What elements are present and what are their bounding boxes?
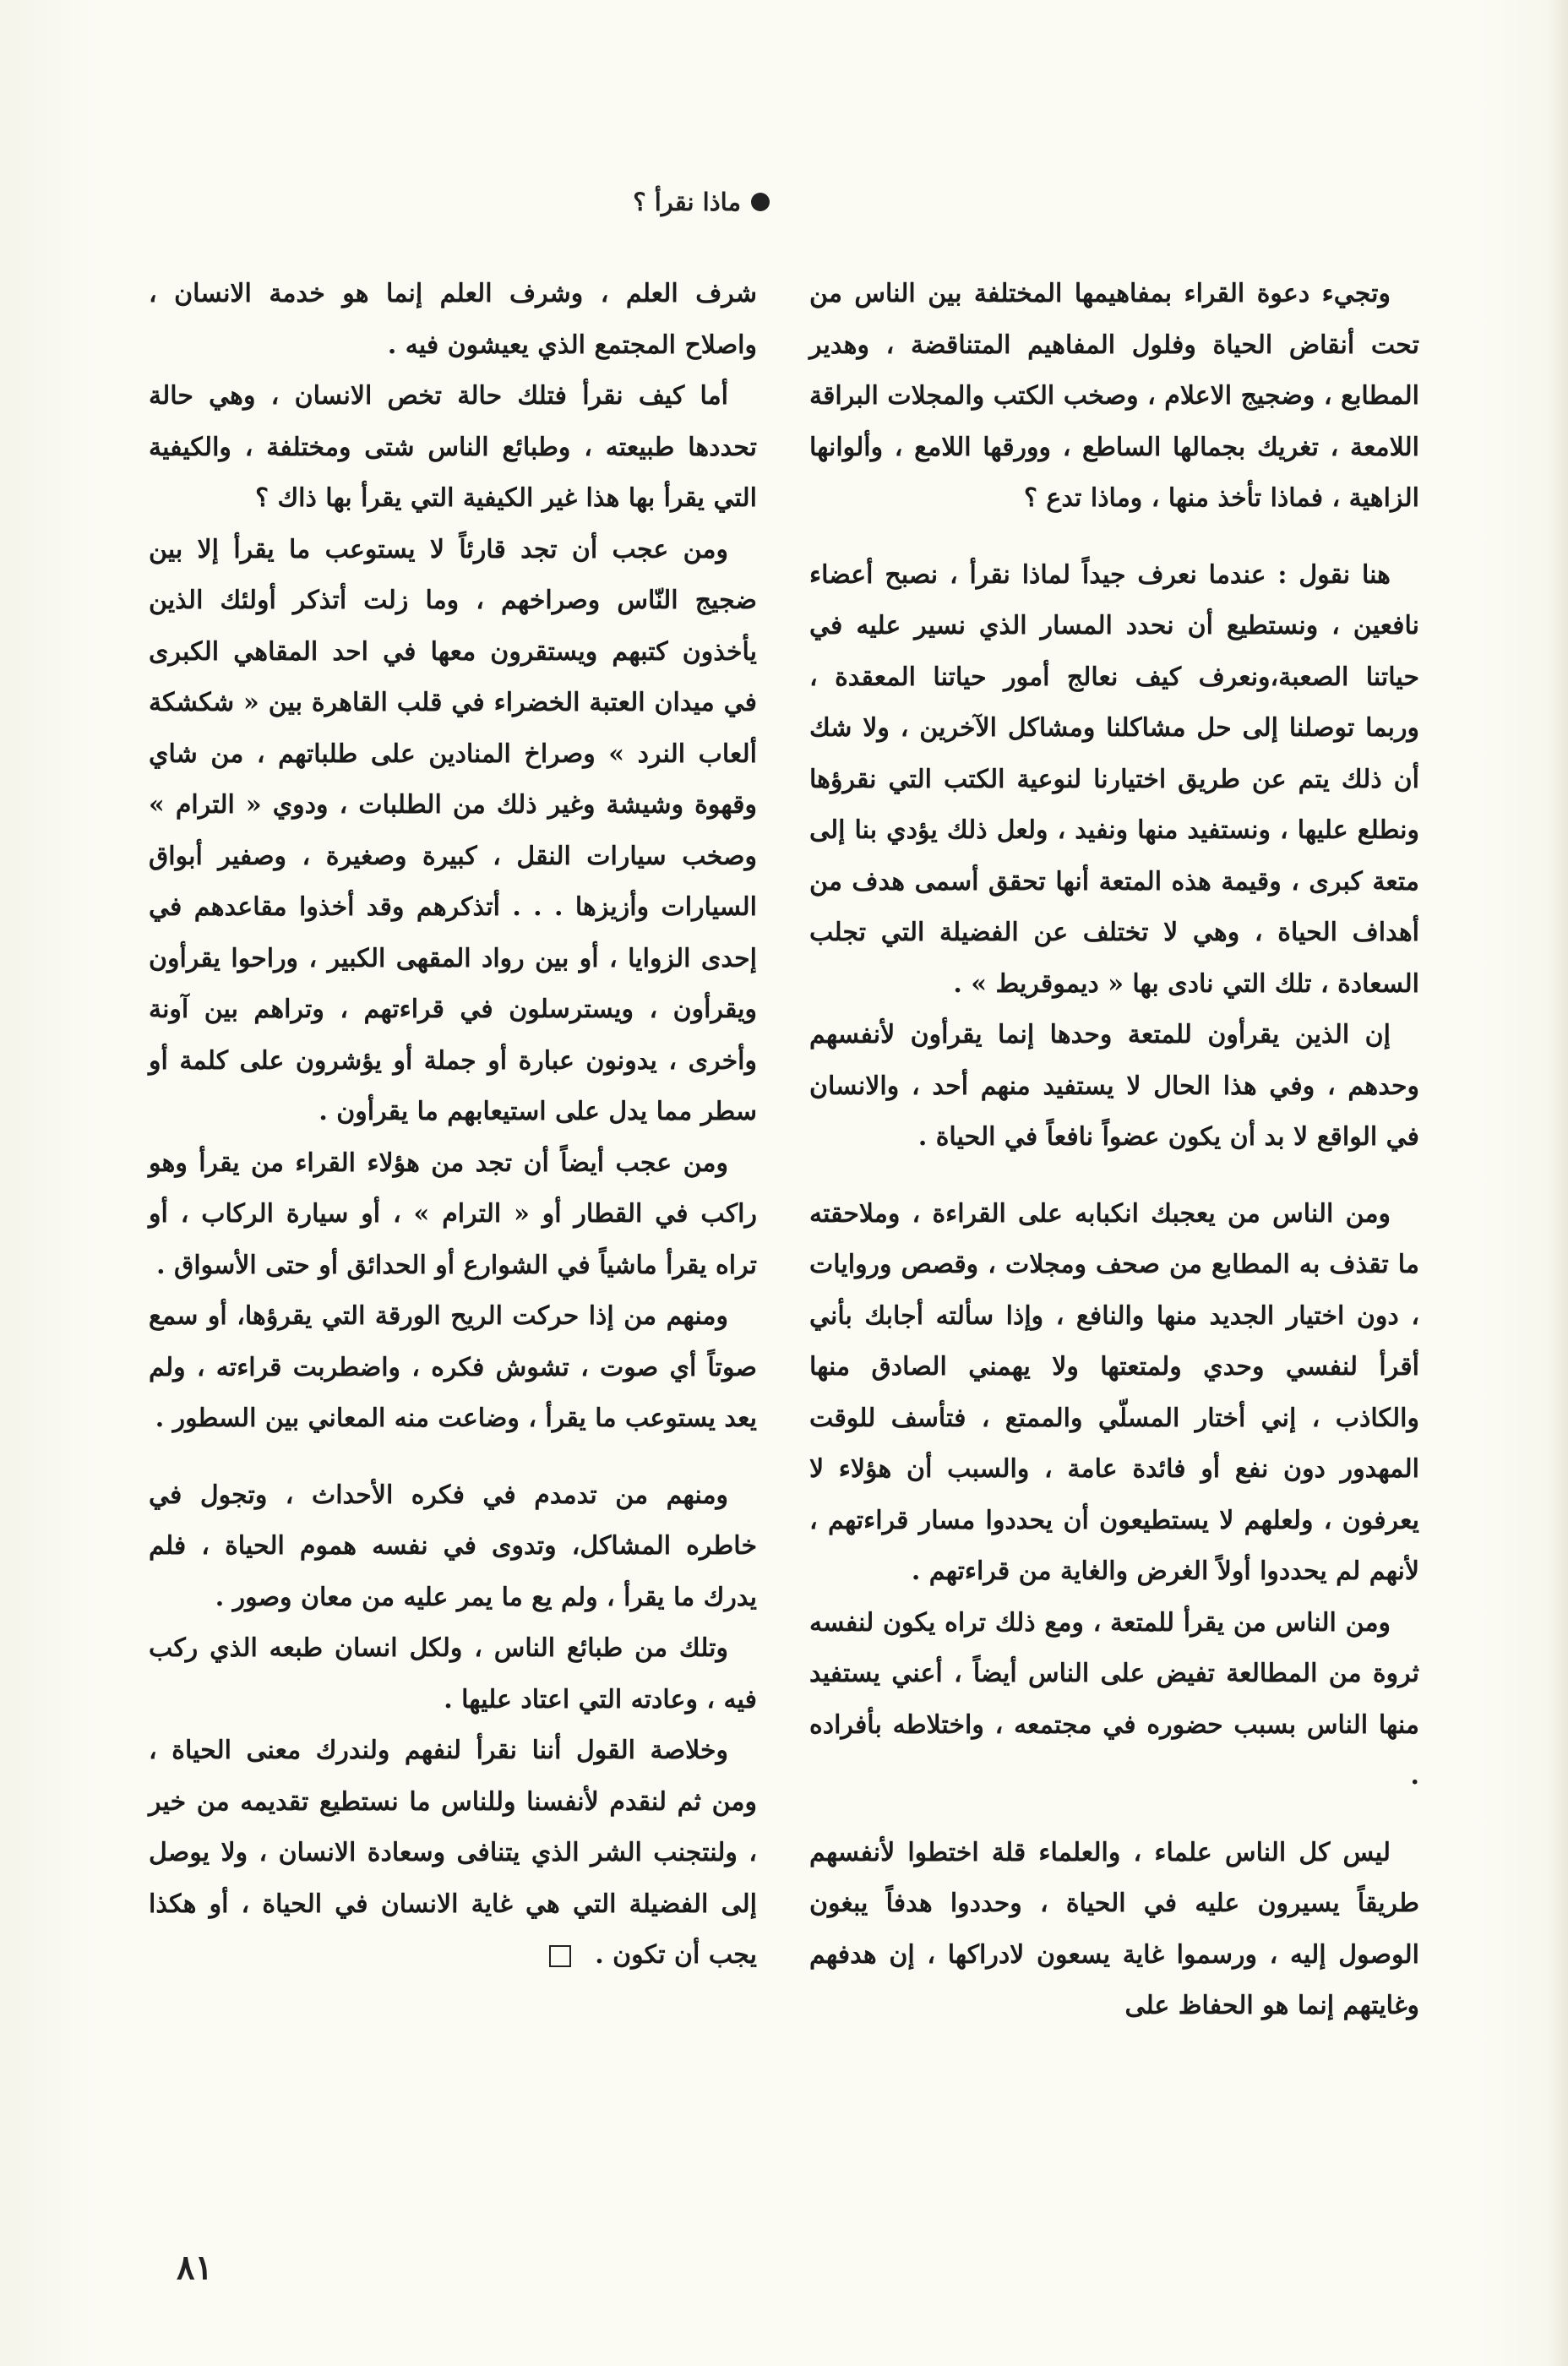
running-header xyxy=(633,188,770,216)
paragraph: وتجيء دعوة القراء بمفاهيمها المختلفة بين الناس من تحت أنقاض الحياة وفلول المفاهيم المتناقضة ، وهدير المطابع ، وضجيج الاعلام ، وصخب الكتب والمجلات البراقة اللامعة ، تغريك بجمالها الساطع ، وورقها اللامع ، وألوانها الزاهية ، فماذا تأخذ منها ، وماذا تدع ؟ xyxy=(809,279,1419,513)
header-title: ماذا نقرأ ؟ xyxy=(633,188,741,216)
final-paragraph-text: وخلاصة القول أننا نقرأ لنفهم ولندرك معنى الحياة ، ومن ثم لنقدم لأنفسنا وللناس ما نستطيع تقديمه من خير ، ولنتجنب الشر الذي يتنافى وسعادة الانسان ، ولا يوصل إلى الفضيلة التي هي غاية الانسان في الحياة ، أو هكذا يجب أن تكون . xyxy=(149,1736,757,1970)
column-right xyxy=(809,269,1419,2032)
paragraph: ومن الناس من يقرأ للمتعة ، ومع ذلك تراه يكون لنفسه ثروة من المطالعة تفيض على الناس أيضاً ، أعني يستفيد منها الناس بسبب حضوره في مجتمعه ، واختلاطه بأفراده . xyxy=(809,1607,1419,1791)
paragraph: وتلك من طبائع الناس ، ولكل انسان طبعه الذي ركب فيه ، وعادته التي اعتاد عليها . xyxy=(149,1633,757,1715)
paragraph: ومن عجب أن تجد قارئاً لا يستوعب ما يقرأ إلا بين ضجيج النّاس وصراخهم ، وما زلت أتذكر أولئك الذين يأخذون كتبهم ويستقرون معها في احد المقاهي الكبرى في ميدان العتبة الخضراء في قلب القاهرة بين « شكشكة ألعاب النرد » وصراخ المنادين على طلباتهم ، من شاي وقهوة وشيشة وغير ذلك من الطلبات ، ودوي « الترام » وصخب سيارات النقل ، كبيرة وصغيرة ، وصفير أبواق السيارات وأزيزها . . . أتذكرهم وقد أخذوا مقاعدهم في إحدى الزوايا ، أو بين رواد المقهى الكبير ، وراحوا يقرأون ويقرأون ، ويسترسلون في قراءتهم ، وتراهم بين آونة وأخرى ، يدونون عبارة أو جملة أو يؤشرون على كلمة أو سطر مما يدل على استيعابهم ما يقرأون . xyxy=(149,534,757,1126)
paragraph: ومنهم من تدمدم في فكره الأحداث ، وتجول في خاطره المشاكل، وتدوى في نفسه هموم الحياة ، فلم يدرك ما يقرأ ، ولم يع ما يمر عليه من معان وصور . xyxy=(149,1480,757,1612)
paragraph: ومنهم من إذا حركت الريح الورقة التي يقرؤها، أو سمع صوتاً أي صوت ، تشوش فكره ، واضطربت قراءته ، ولم يعد يستوعب ما يقرأ ، وضاعت منه المعاني بين السطور . xyxy=(149,1301,757,1433)
end-of-article-square-icon xyxy=(549,1945,571,1967)
final-paragraph xyxy=(149,1725,757,1982)
bullet-icon xyxy=(751,193,770,211)
paragraph: إن الذين يقرأون للمتعة وحدها إنما يقرأون لأنفسهم وحدهم ، وفي هذا الحال لا يستفيد منهم أحد ، والانسان في الواقع لا بد أن يكون عضواً نافعاً في الحياة . xyxy=(809,1020,1419,1152)
column-left xyxy=(149,269,757,1982)
paragraph: ومن عجب أيضاً أن تجد من هؤلاء القراء من يقرأ وهو راكب في القطار أو « الترام » ، أو سيارة الركاب ، أو تراه يقرأ ماشياً في الشوارع أو الحدائق أو حتى الأسواق . xyxy=(149,1148,757,1280)
paragraph: ومن الناس من يعجبك انكبابه على القراءة ، وملاحقته ما تقذف به المطابع من صحف ومجلات ، وقصص وروايات ، دون اختيار الجديد منها والنافع ، وإذا سألته أجابك بأني أقرأ لنفسي وحدي ولمتعتها ولا يهمني الصادق منها والكاذب ، إني أختار المسلّي والممتع ، فتأسف للوقت المهدور دون نفع أو فائدة عامة ، والسبب أن هؤلاء لا يعرفون ، ولعلهم لا يستطيعون أن يحددوا مسار قراءتهم ، لأنهم لم يحددوا أولاً الغرض والغاية من قراءتهم . xyxy=(809,1198,1419,1586)
paragraph: هنا نقول : عندما نعرف جيداً لماذا نقرأ ، نصبح أعضاء نافعين ، ونستطيع أن نحدد المسار الذي نسير عليه في حياتنا الصعبة،ونعرف كيف نعالج أمور حياتنا المعقدة ، وربما توصلنا إلى حل مشاكلنا ومشاكل الآخرين ، ولا شك أن ذلك يتم عن طريق اختيارنا لنوعية الكتب التي نقرؤها ونطلع عليها ، ونستفيد منها ونفيد ، ولعل ذلك يؤدي بنا إلى متعة كبرى ، وقيمة هذه المتعة أنها تحقق أسمى هدف من أهداف الحياة ، وهي لا تختلف عن الفضيلة التي تجلب السعادة ، تلك التي نادى بها « ديموقريط » . xyxy=(809,559,1419,999)
page-number: ٨١ xyxy=(177,2248,213,2287)
page-edge-shading xyxy=(1548,0,1568,2366)
paragraph: أما كيف نقرأ فتلك حالة تخص الانسان ، وهي حالة تحددها طبيعته ، وطبائع الناس شتى ومختلفة ، والكيفية التي يقرأ بها هذا غير الكيفية التي يقرأ بها ذاك ؟ xyxy=(149,381,757,513)
paragraph: شرف العلم ، وشرف العلم إنما هو خدمة الانسان ، واصلاح المجتمع الذي يعيشون فيه . xyxy=(149,279,757,360)
paragraph: ليس كل الناس علماء ، والعلماء قلة اختطوا لأنفسهم طريقاً يسيرون عليه في الحياة ، وحددوا هدفاً يبغون الوصول إليه ، ورسموا غاية يسعون لادراكها ، إن هدفهم وغايتهم إنما هو الحفاظ على xyxy=(809,1837,1419,2020)
